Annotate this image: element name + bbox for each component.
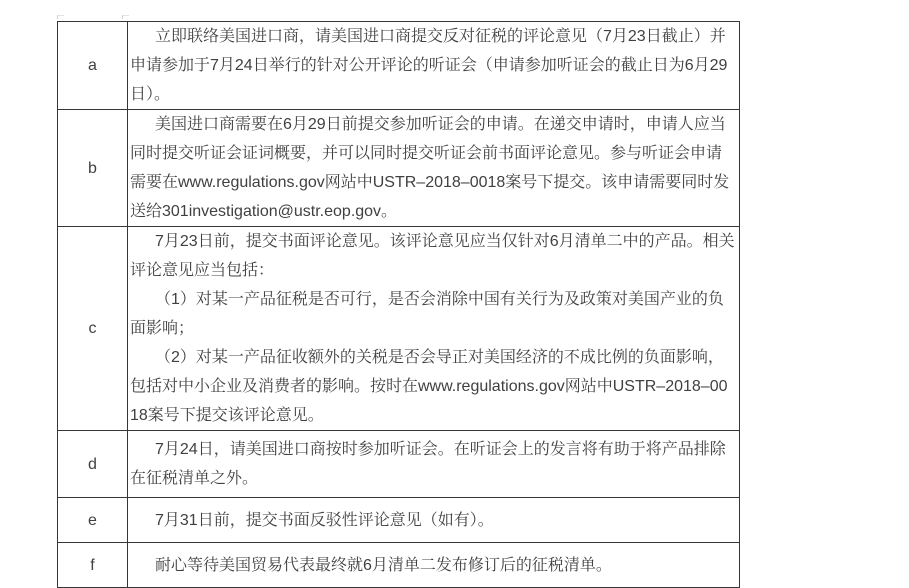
row-label: c [58, 227, 128, 431]
paragraph: 立即联络美国进口商，请美国进口商提交反对征税的评论意见（7月23日截止）并申请参加于7月24日举行的针对公开评论的听证会（申请参加听证会的截止日为6月29日）。 [130, 28, 728, 103]
table-row [58, 22, 740, 110]
table-row [58, 431, 740, 498]
procedure-table-body [58, 22, 740, 588]
paragraph: 7月23日前，提交书面评论意见。该评论意见应当仅针对6月清单二中的产品。相关评论意见应当包括： [130, 233, 735, 279]
table-row [58, 498, 740, 543]
crop-artifact [57, 15, 64, 19]
table-row [58, 543, 740, 588]
row-content [128, 227, 740, 431]
procedure-table [57, 21, 740, 588]
paragraph: 7月24日，请美国进口商按时参加听证会。在听证会上的发言将有助于将产品排除在征税清单之外。 [130, 441, 726, 487]
paragraph: 美国进口商需要在6月29日前提交参加听证会的申请。在递交申请时，申请人应当同时提交听证会证词概要，并可以同时提交听证会前书面评论意见。参与听证会申请需要在www.regulations.gov网站中USTR–2018–0018案号下提交。该申请需要同时发送给301investigation@ustr.eop.gov。 [130, 116, 730, 220]
row-label: d [58, 431, 128, 498]
table-row [58, 227, 740, 431]
row-label: f [58, 543, 128, 588]
crop-artifact [122, 15, 129, 19]
row-label: b [58, 110, 128, 227]
row-content [128, 498, 740, 543]
paragraph: 耐心等待美国贸易代表最终就6月清单二发布修订后的征税清单。 [155, 556, 612, 574]
paragraph: 7月31日前，提交书面反驳性评论意见（如有）。 [155, 511, 494, 529]
row-label: a [58, 22, 128, 110]
paragraph: （1）对某一产品征税是否可行，是否会消除中国有关行为及政策对美国产业的负面影响； [130, 291, 724, 337]
row-label: e [58, 498, 128, 543]
row-content [128, 22, 740, 110]
row-content [128, 543, 740, 588]
table-row [58, 110, 740, 227]
paragraph: （2）对某一产品征收额外的关税是否会导正对美国经济的不成比例的负面影响，包括对中小企业及消费者的影响。按时在www.regulations.gov网站中USTR–2018–0018案号下提交该评论意见。 [130, 349, 728, 424]
row-content [128, 110, 740, 227]
row-content [128, 431, 740, 498]
